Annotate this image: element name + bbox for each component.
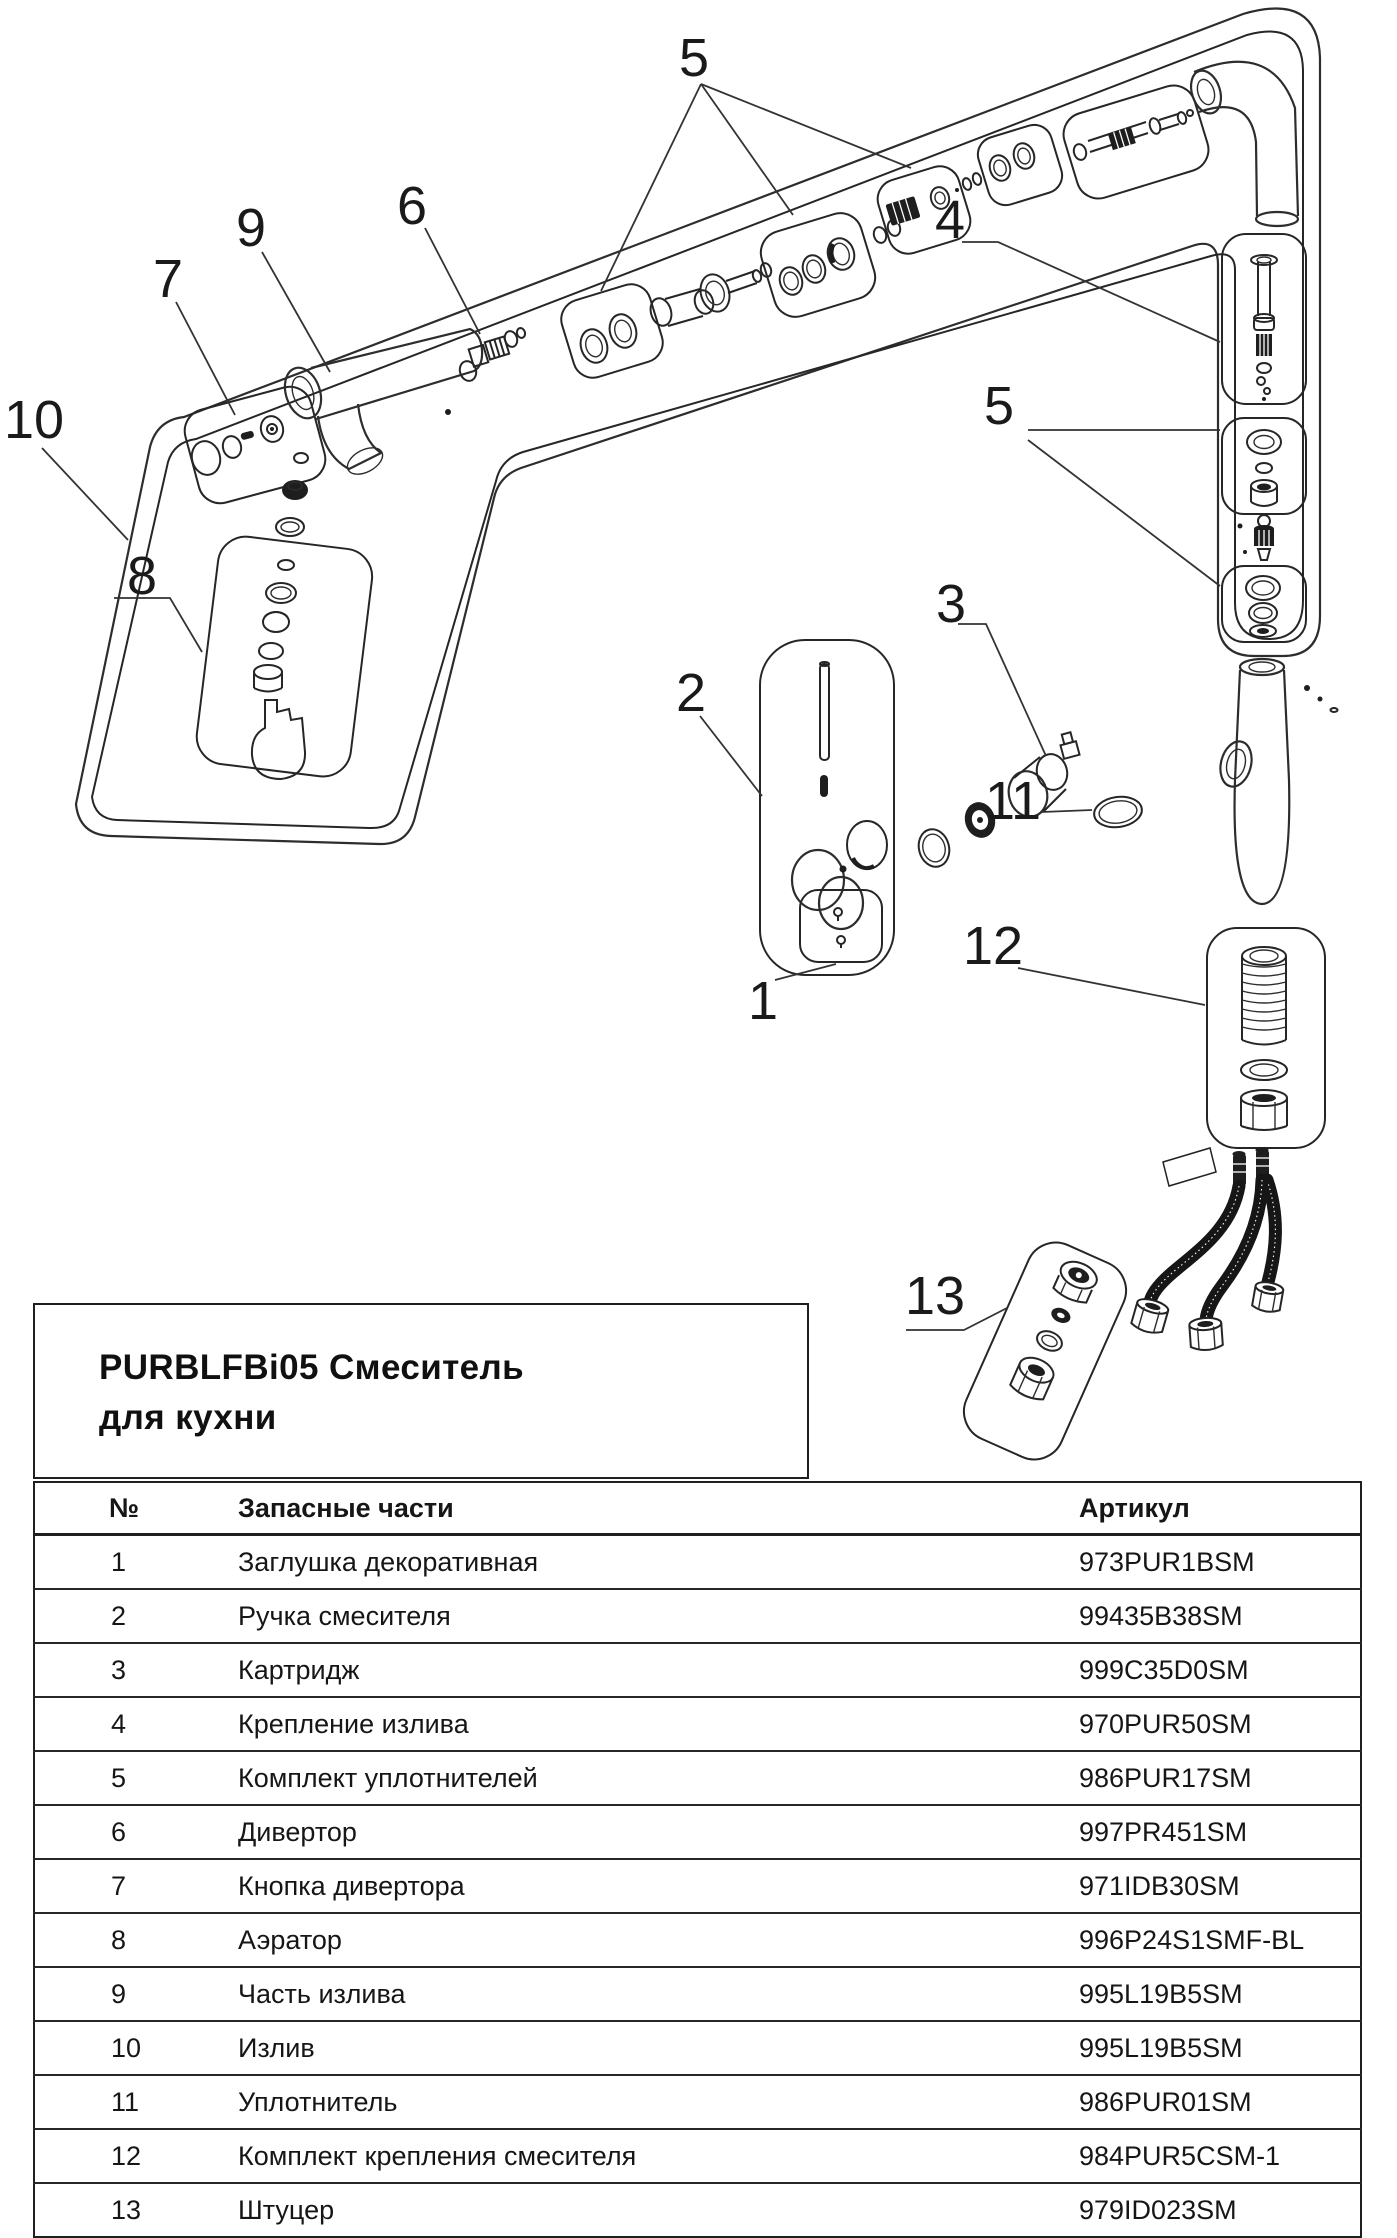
- row-article: 996P24S1SMF-BL: [1079, 1913, 1361, 1967]
- row-part-name: Ручка смесителя: [238, 1589, 1079, 1643]
- callout-numbers: [4, 28, 1041, 1326]
- table-row: [34, 1751, 1361, 1805]
- callout-5-top: 5: [678, 28, 710, 88]
- handle-group: [760, 640, 894, 975]
- spout-bend-pipe: [1186, 62, 1298, 226]
- row-article: 995L19B5SM: [1079, 1967, 1361, 2021]
- hose-nut-middle: [1189, 1317, 1223, 1351]
- callout-7: 7: [152, 249, 184, 309]
- row-number: 1: [34, 1535, 238, 1590]
- handle-cap-group: [800, 890, 882, 962]
- column-header-part: Запасные части: [238, 1482, 1079, 1535]
- table-row: [34, 2021, 1361, 2075]
- supply-hoses: [1130, 1147, 1284, 1351]
- table-row: [34, 1589, 1361, 1643]
- row-part-name: Заглушка декоративная: [238, 1535, 1079, 1590]
- table-row: [34, 2075, 1361, 2129]
- row-article: 973PUR1BSM: [1079, 1535, 1361, 1590]
- hose-nut-left: [1130, 1296, 1170, 1336]
- table-row: [34, 1967, 1361, 2021]
- table-row: [34, 1859, 1361, 1913]
- faucet-body: [1216, 659, 1338, 904]
- table-row: [34, 1913, 1361, 1967]
- parts-table-header-row: [34, 1482, 1361, 1535]
- callout-11: 11: [984, 771, 1042, 831]
- row-number: 13: [34, 2183, 238, 2237]
- row-number: 12: [34, 2129, 238, 2183]
- row-part-name: Комплект уплотнителей: [238, 1751, 1079, 1805]
- seal-kit-middle-parts: [1238, 515, 1275, 560]
- row-article: 999C35D0SM: [1079, 1643, 1361, 1697]
- row-number: 6: [34, 1805, 238, 1859]
- row-part-name: Дивертор: [238, 1805, 1079, 1859]
- row-number: 8: [34, 1913, 238, 1967]
- row-number: 10: [34, 2021, 238, 2075]
- row-part-name: Комплект крепления смесителя: [238, 2129, 1079, 2183]
- row-article: 995L19B5SM: [1079, 2021, 1361, 2075]
- table-row: [34, 1805, 1361, 1859]
- row-part-name: Картридж: [238, 1643, 1079, 1697]
- spout-piston: [647, 262, 772, 328]
- row-article: 970PUR50SM: [1079, 1697, 1361, 1751]
- column-header-number: №: [34, 1482, 238, 1535]
- product-title-line2: для кухни: [99, 1398, 277, 1437]
- row-number: 3: [34, 1643, 238, 1697]
- row-number: 4: [34, 1697, 238, 1751]
- callout-8: 8: [126, 546, 158, 606]
- row-article: 986PUR01SM: [1079, 2075, 1361, 2129]
- fitting-group: [954, 1233, 1135, 1469]
- row-number: 9: [34, 1967, 238, 2021]
- row-part-name: Уплотнитель: [238, 2075, 1079, 2129]
- row-article: 984PUR5CSM-1: [1079, 2129, 1361, 2183]
- column-header-article: Артикул: [1079, 1482, 1361, 1535]
- table-row: [34, 2129, 1361, 2183]
- row-part-name: Часть излива: [238, 1967, 1079, 2021]
- callout-3: 3: [935, 574, 967, 634]
- table-row: [34, 2183, 1361, 2237]
- callout-9: 9: [235, 198, 267, 258]
- row-part-name: Крепление излива: [238, 1697, 1079, 1751]
- aerator-group: [194, 453, 376, 780]
- row-part-name: Аэратор: [238, 1913, 1079, 1967]
- row-part-name: Штуцер: [238, 2183, 1079, 2237]
- row-article: 986PUR17SM: [1079, 1751, 1361, 1805]
- row-number: 5: [34, 1751, 238, 1805]
- callout-5-right: 5: [983, 376, 1015, 436]
- row-number: 11: [34, 2075, 238, 2129]
- row-article: 979ID023SM: [1079, 2183, 1361, 2237]
- product-title-box: [33, 1303, 809, 1479]
- parts-table: [33, 1481, 1362, 2238]
- callout-12: 12: [962, 916, 1024, 976]
- product-title-line1: PURBLFBi05 Смеситель: [99, 1348, 525, 1387]
- hose-nut-right: [1252, 1280, 1285, 1313]
- table-row: [34, 1697, 1361, 1751]
- o-ring-11: [1092, 794, 1144, 830]
- callout-10: 10: [3, 390, 65, 450]
- callout-2: 2: [675, 663, 707, 723]
- hose-tag: [1163, 1148, 1216, 1186]
- row-number: 7: [34, 1859, 238, 1913]
- mounting-kit-group: [1207, 928, 1325, 1148]
- callout-13: 13: [904, 1266, 966, 1326]
- row-part-name: Кнопка дивертора: [238, 1859, 1079, 1913]
- spout-tube: [279, 329, 482, 480]
- callout-4: 4: [934, 190, 966, 250]
- callout-1: 1: [747, 971, 779, 1031]
- row-number: 2: [34, 1589, 238, 1643]
- row-article: 997PR451SM: [1079, 1805, 1361, 1859]
- callout-6: 6: [396, 176, 428, 236]
- seal-group-b: [755, 208, 880, 323]
- row-article: 99435B38SM: [1079, 1589, 1361, 1643]
- table-row: [34, 1643, 1361, 1697]
- parts-table-body: [34, 1535, 1361, 2238]
- row-part-name: Излив: [238, 2021, 1079, 2075]
- table-row: [34, 1535, 1361, 1590]
- row-article: 971IDB30SM: [1079, 1859, 1361, 1913]
